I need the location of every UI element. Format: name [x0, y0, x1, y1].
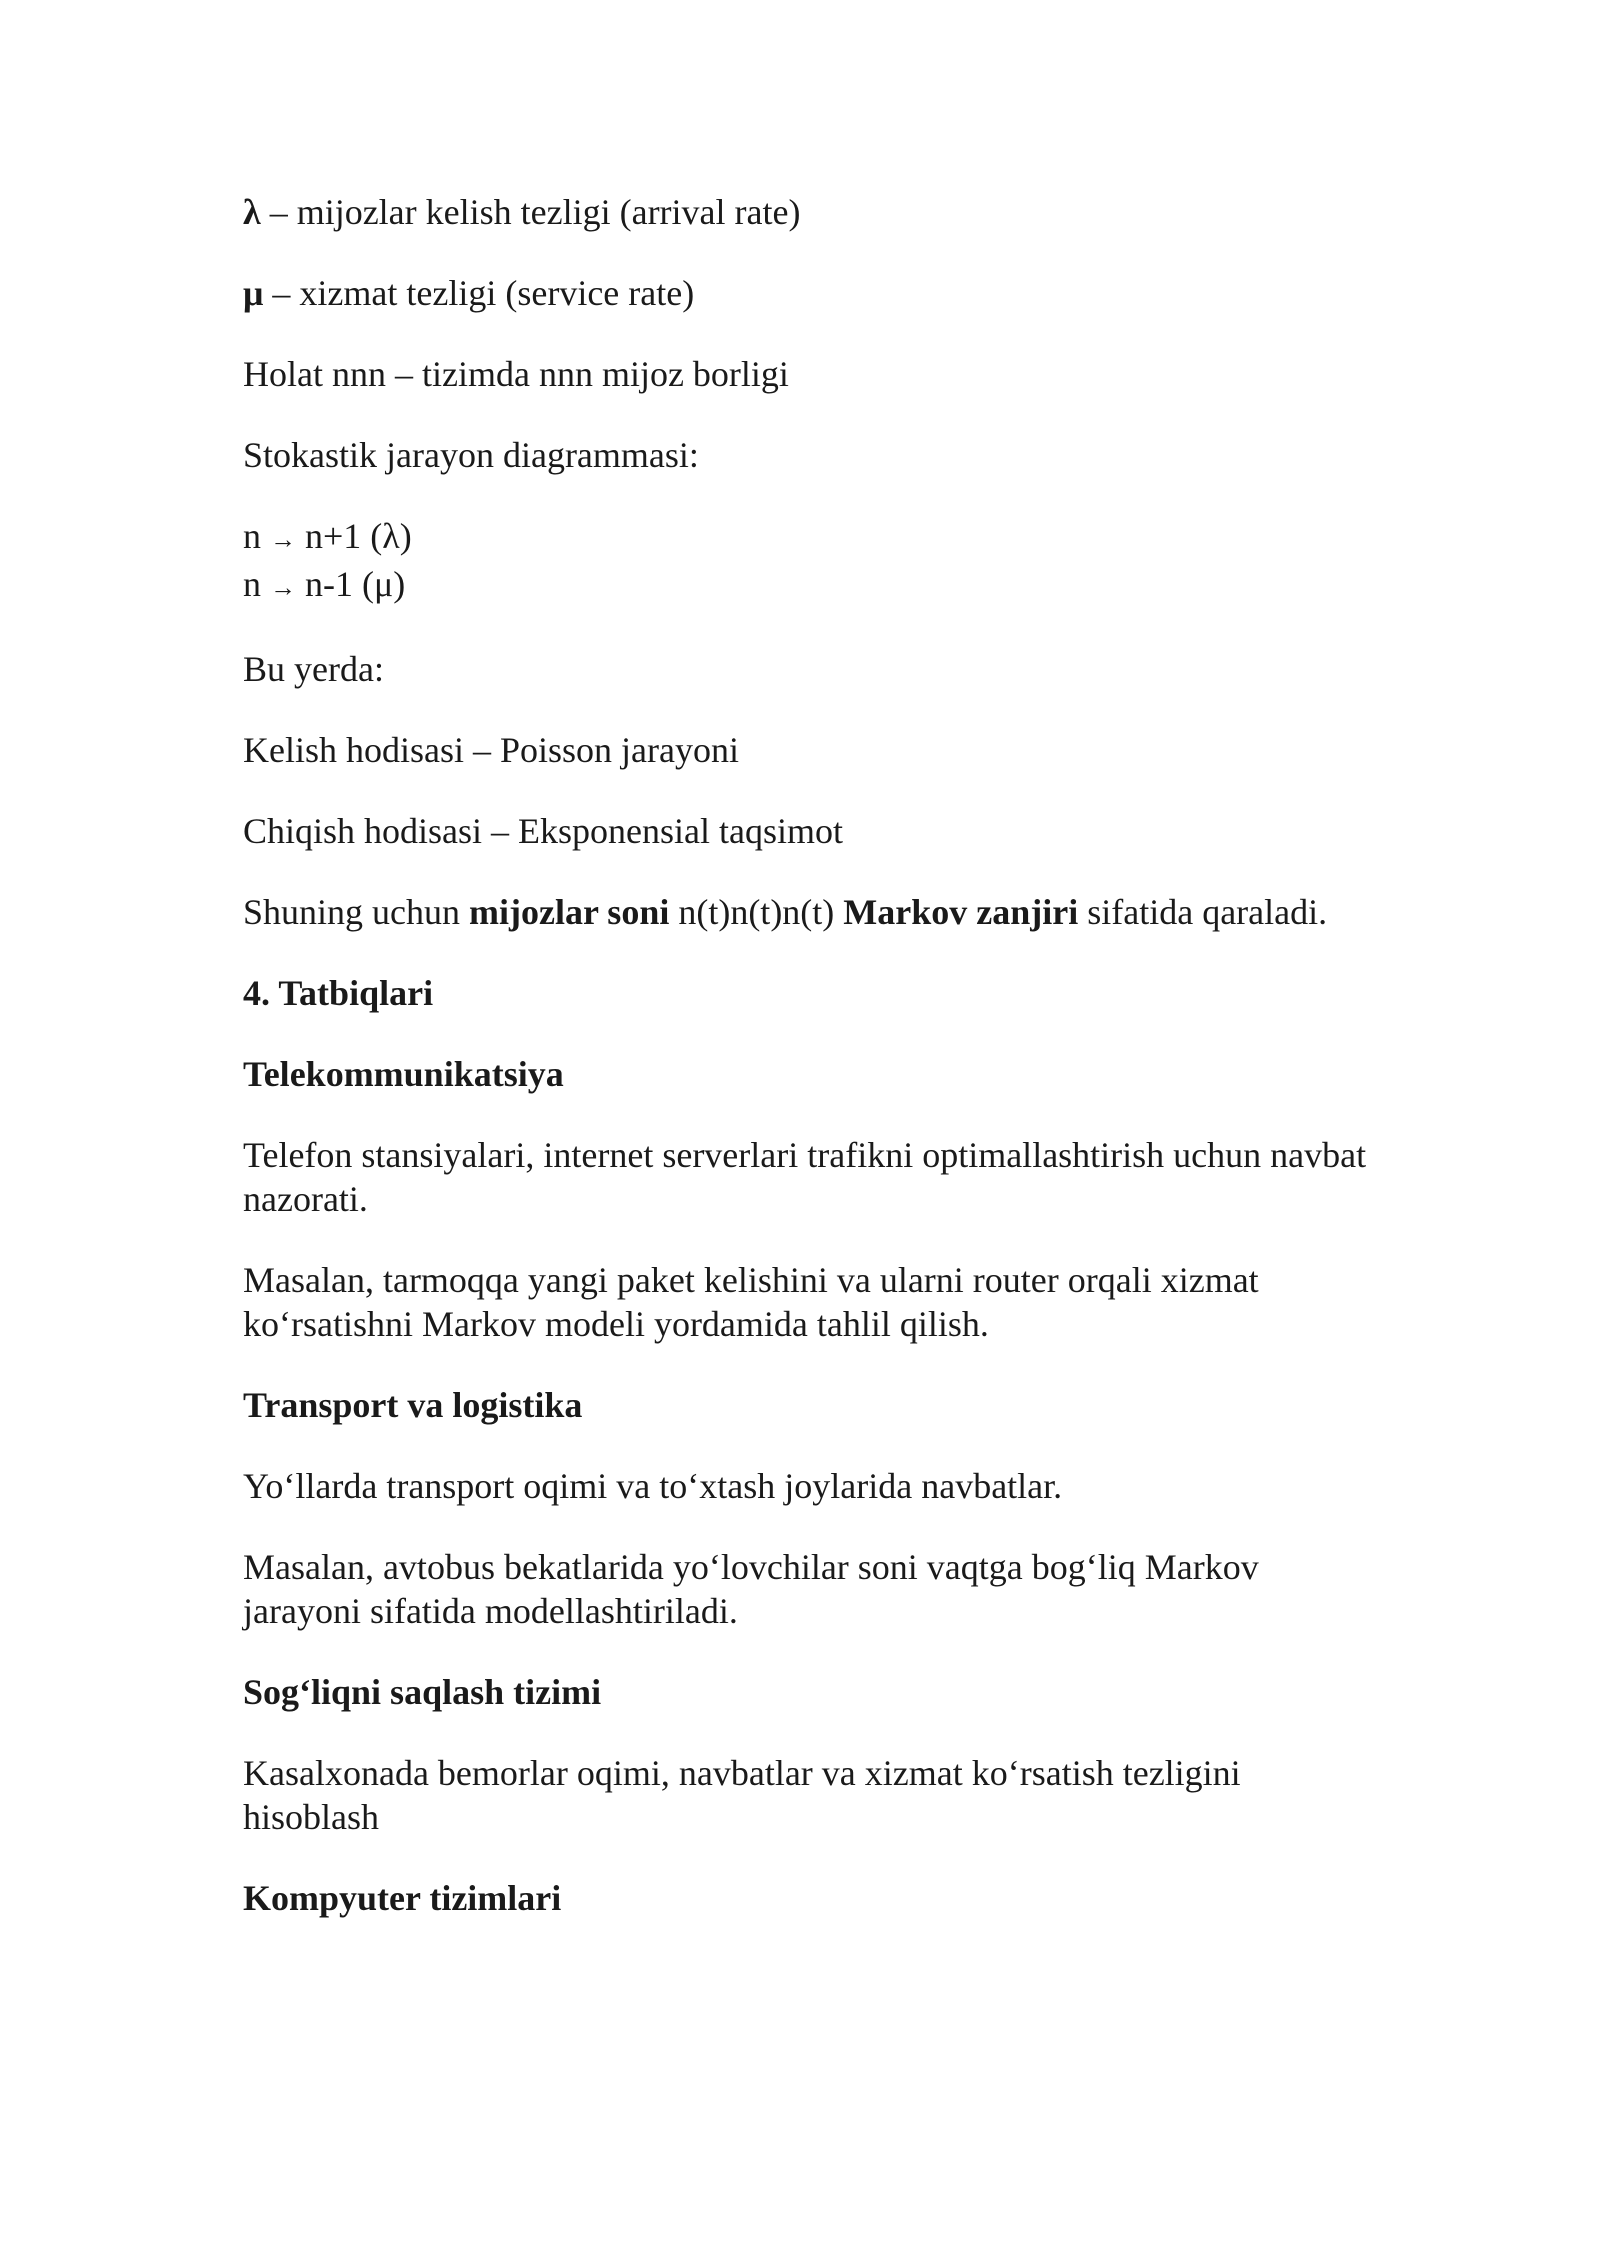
telecom-paragraph-1: Telefon stansiyalari, internet serverlari trafikni optimallashtirish uchun navbat nazorati.	[243, 1135, 1367, 1219]
mu-symbol: μ	[243, 273, 264, 313]
here-intro: Bu yerda:	[243, 649, 384, 689]
conclusion-text-3: sifatida qaraladi.	[1078, 892, 1328, 932]
right-arrow-icon: →	[270, 525, 296, 554]
transport-paragraph-2: Masalan, avtobus bekatlarida yo‘lovchilar soni vaqtga bog‘liq Markov jarayoni sifatida modellashtiriladi.	[243, 1547, 1259, 1631]
lambda-symbol: λ	[243, 192, 261, 232]
telecom-paragraph-2: Masalan, tarmoqqa yangi paket kelishini va ularni router orqali xizmat ko‘rsatishni Markov modeli yordamida tahlil qilish.	[243, 1260, 1259, 1344]
arrival-event: Kelish hodisasi – Poisson jarayoni	[243, 730, 739, 770]
diagram-title: Stokastik jarayon diagrammasi:	[243, 435, 699, 475]
document-body	[243, 190, 1373, 1957]
conclusion-text-1: Shuning uchun	[243, 892, 470, 932]
transition-diagram	[243, 514, 1373, 610]
section-heading: 4. Tatbiqlari	[243, 973, 434, 1013]
transition-up-to: n+1 (λ)	[296, 516, 412, 556]
health-paragraph-1: Kasalxonada bemorlar oqimi, navbatlar va xizmat ko‘rsatish tezligini hisoblash	[243, 1753, 1241, 1837]
state-definition: Holat nnn – tizimda nnn mijoz borligi	[243, 354, 789, 394]
transition-down-to: n-1 (μ)	[296, 564, 406, 604]
departure-event: Chiqish hodisasi – Eksponensial taqsimot	[243, 811, 843, 851]
transition-up	[243, 516, 412, 556]
conclusion-text-2: n(t)n(t)n(t)	[669, 892, 844, 932]
transport-paragraph-1: Yo‘llarda transport oqimi va to‘xtash joylarida navbatlar.	[243, 1466, 1063, 1506]
lambda-definition	[243, 190, 1373, 234]
transition-down-from: n	[243, 564, 270, 604]
mu-definition	[243, 271, 1373, 315]
application-heading-health: Sog‘liqni saqlash tizimi	[243, 1672, 602, 1712]
conclusion-bold-2: Markov zanjiri	[843, 892, 1079, 932]
markov-conclusion	[243, 890, 1373, 934]
transition-down	[243, 564, 405, 604]
mu-definition-text: – xizmat tezligi (service rate)	[263, 273, 695, 313]
lambda-definition-text: – mijozlar kelish tezligi (arrival rate)	[260, 192, 801, 232]
application-heading-transport: Transport va logistika	[243, 1385, 583, 1425]
application-heading-telecom: Telekommunikatsiya	[243, 1054, 564, 1094]
transition-up-from: n	[243, 516, 270, 556]
right-arrow-icon: →	[270, 573, 296, 602]
application-heading-computer: Kompyuter tizimlari	[243, 1878, 562, 1918]
conclusion-bold-1: mijozlar soni	[469, 892, 670, 932]
